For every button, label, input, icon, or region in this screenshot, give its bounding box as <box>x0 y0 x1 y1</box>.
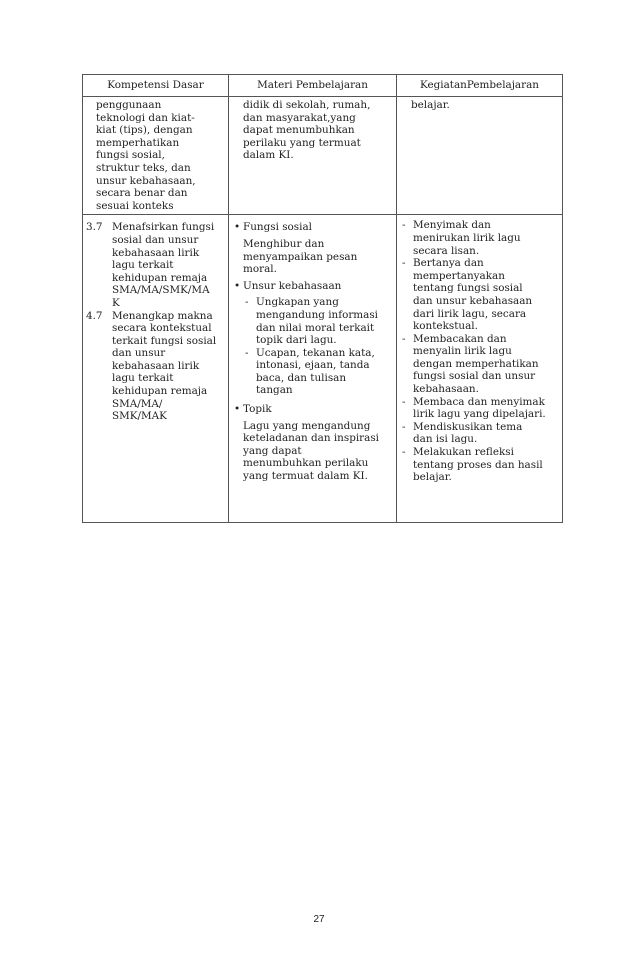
kd-text-line: SMK/MAK <box>112 410 167 423</box>
kd-text-line: terkait fungsi sosial <box>112 334 217 347</box>
kd-text-line: lagu terkait <box>112 372 174 385</box>
dash-marker: - <box>402 332 406 345</box>
materi-text-line: dapat menumbuhkan <box>243 124 355 137</box>
kd-text-line: kebahasaan lirik <box>112 359 200 372</box>
kegiatan-item <box>400 421 559 446</box>
header-kompetensi-dasar: Kompetensi Dasar <box>83 75 229 97</box>
dash-marker: - <box>245 346 249 359</box>
materi-text-line: tangan <box>256 384 293 397</box>
row2-kegiatan-cell <box>397 215 563 523</box>
kegiatan-text-line: dari lirik lagu, secara <box>413 307 527 320</box>
kegiatan-item <box>400 257 559 333</box>
kd-number: 3.7 <box>86 221 103 234</box>
page-number: 27 <box>313 914 325 925</box>
table-row <box>83 215 563 523</box>
kd-text-line: secara kontekstual <box>112 322 212 335</box>
materi-text-line: perilaku yang termuat <box>243 136 361 149</box>
header-kegiatan-pembelajaran: KegiatanPembelajaran <box>397 75 563 97</box>
kegiatan-text-line: lirik lagu yang dipelajari. <box>413 408 546 421</box>
kd-number: 4.7 <box>86 309 103 322</box>
materi-unsur-item <box>232 296 393 346</box>
kegiatan-text-line: Melakukan refleksi <box>413 446 514 459</box>
dash-marker: - <box>245 296 249 309</box>
kd-text-line: K <box>112 296 120 309</box>
row1-kegiatan-cell <box>397 97 563 215</box>
kegiatan-text-line: Bertanya dan <box>413 257 484 270</box>
materi-text-line: Ucapan, tekanan kata, <box>256 346 375 359</box>
kd-text-line: unsur kebahasaan, <box>96 174 196 187</box>
kegiatan-text-line: Mendiskusikan tema <box>413 420 523 433</box>
kegiatan-text-line: menirukan lirik lagu <box>413 231 521 244</box>
dash-marker: - <box>402 219 406 232</box>
materi-text-line: mengandung informasi <box>256 308 379 321</box>
kd-text-line: teknologi dan kiat- <box>96 111 195 124</box>
kegiatan-text-line: belajar. <box>413 471 452 484</box>
materi-text-line: menyampaikan pesan <box>243 250 358 263</box>
curriculum-table <box>82 74 563 523</box>
materi-text-line: menumbuhkan perilaku <box>243 457 369 470</box>
kegiatan-item <box>400 446 559 484</box>
kd-text-line: SMA/MA/SMK/MA <box>112 284 210 297</box>
kd-text-line: Menafsirkan fungsi <box>112 221 215 234</box>
header-materi-pembelajaran: Materi Pembelajaran <box>229 75 397 97</box>
kd-text-line: secara benar dan <box>96 187 188 200</box>
materi-topik-text <box>232 420 393 483</box>
kd-text-line: penggunaan <box>96 99 162 111</box>
materi-text-line: dan nilai moral terkait <box>256 321 375 334</box>
kd-text-line: kehidupan remaja <box>112 385 208 398</box>
materi-text-line: Lagu yang mengandung <box>243 419 371 432</box>
kd-text-line: kiat (tips), dengan <box>96 124 193 137</box>
kegiatan-item <box>400 333 559 396</box>
table-row <box>83 97 563 215</box>
row2-materi-cell <box>229 215 397 523</box>
kegiatan-text-line: mempertanyakan <box>413 269 505 282</box>
kegiatan-item <box>400 396 559 421</box>
materi-text-line: keteladanan dan inspirasi <box>243 432 379 445</box>
kegiatan-text-line: Membaca dan menyimak <box>413 395 545 408</box>
kegiatan-text-line: kontekstual. <box>413 320 478 333</box>
materi-text-line: yang dapat <box>243 444 302 457</box>
materi-text-line: intonasi, ejaan, tanda <box>256 359 370 372</box>
kd-text-line: lagu terkait <box>112 259 174 272</box>
dash-marker: - <box>402 420 406 433</box>
kd-text-line: sesuai konteks <box>96 199 174 212</box>
kd-text-line: kebahasaan lirik <box>112 246 200 259</box>
materi-text-line: dalam KI. <box>243 149 294 162</box>
materi-fungsi-text <box>232 238 393 276</box>
kd-text-line: kehidupan remaja <box>112 271 208 284</box>
kd-item <box>86 221 225 309</box>
table-header-row <box>83 75 563 97</box>
dash-marker: - <box>402 446 406 459</box>
kd-text-line: struktur teks, dan <box>96 161 191 174</box>
kegiatan-text-line: dengan memperhatikan <box>413 357 539 370</box>
kd-text-line: Menangkap makna <box>112 309 213 322</box>
kd-text-line: SMA/MA/ <box>112 397 163 410</box>
kegiatan-text-line: kebahasaan. <box>413 383 479 396</box>
dash-marker: - <box>402 395 406 408</box>
row1-materi-cell <box>229 97 397 215</box>
kegiatan-text-line: tentang fungsi sosial <box>413 282 523 295</box>
materi-unsur-item <box>232 347 393 397</box>
kd-item <box>86 310 225 423</box>
kegiatan-item <box>400 219 559 257</box>
kegiatan-text-line: belajar. <box>411 99 450 111</box>
materi-text-line: yang termuat dalam KI. <box>243 470 368 483</box>
materi-text-line: Ungkapan yang <box>256 296 339 309</box>
row1-kd-cell <box>83 97 229 215</box>
row2-kd-cell <box>83 215 229 523</box>
materi-fungsi-sosial: • Fungsi sosial <box>234 221 312 234</box>
kegiatan-text-line: menyalin lirik lagu <box>413 345 512 358</box>
kegiatan-text-line: Menyimak dan <box>413 219 491 232</box>
materi-text-line: didik di sekolah, rumah, <box>243 99 371 111</box>
materi-text-line: topik dari lagu. <box>256 334 337 347</box>
kd-text-line: sosial dan unsur <box>112 233 199 246</box>
dash-marker: - <box>402 257 406 270</box>
materi-unsur-kebahasaan: • Unsur kebahasaan <box>234 279 342 292</box>
kegiatan-text-line: dan unsur kebahasaan <box>413 294 533 307</box>
kegiatan-text-line: fungsi sosial dan unsur <box>413 370 536 383</box>
kd-text-line: dan unsur <box>112 347 166 360</box>
kegiatan-text-line: dan isi lagu. <box>413 433 478 446</box>
materi-text-line: moral. <box>243 263 277 276</box>
materi-topik: • Topik <box>234 403 272 416</box>
kd-text-line: fungsi sosial, <box>96 149 165 162</box>
kegiatan-text-line: secara lisan. <box>413 244 480 257</box>
materi-text-line: baca, dan tulisan <box>256 371 347 384</box>
materi-text-line: dan masyarakat,yang <box>243 111 356 124</box>
materi-text-line: Menghibur dan <box>243 237 325 250</box>
kegiatan-text-line: Membacakan dan <box>413 332 507 345</box>
kd-text-line: memperhatikan <box>96 136 180 149</box>
kegiatan-text-line: tentang proses dan hasil <box>413 458 543 471</box>
